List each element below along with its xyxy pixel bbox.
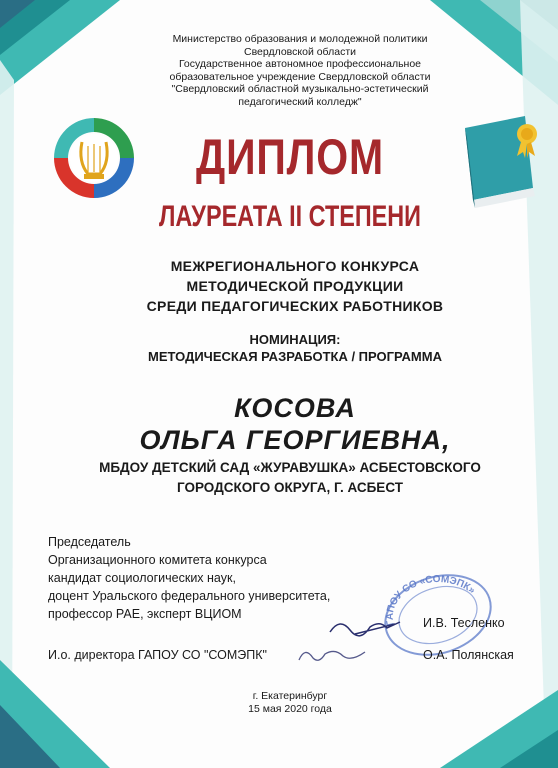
issuer-line-1: Министерство образования и молодежной политики	[172, 33, 428, 45]
chair-line-4: доцент Уральского федерального университета,	[48, 589, 331, 603]
contest-line-3: СРЕДИ ПЕДАГОГИЧЕСКИХ РАБОТНИКОВ	[146, 298, 444, 314]
footer-date: 15 мая 2020 года	[248, 703, 332, 715]
chair-line-2: Организационного комитета конкурса	[48, 553, 267, 567]
issuer-line-5: "Свердловский областной музыкально-эстетический	[171, 83, 429, 95]
chair-line-5: профессор РАЕ, эксперт ВЦИОМ	[48, 607, 242, 621]
diploma-subtitle: ЛАУРЕАТА II СТЕПЕНИ	[158, 200, 422, 233]
nomination-label: НОМИНАЦИЯ:	[249, 332, 341, 347]
nomination-block	[60, 331, 530, 365]
college-logo	[48, 112, 140, 204]
director-signature	[295, 642, 375, 668]
chair-line-1: Председатель	[48, 535, 131, 549]
issuer-line-4: образовательное учреждение Свердловской области	[169, 70, 431, 83]
issuer-header	[140, 33, 460, 108]
footer-city: г. Екатеринбург	[252, 690, 328, 702]
contest-name	[60, 256, 530, 316]
director-title: И.о. директора ГАПОУ СО "СОМЭПК"	[48, 648, 267, 662]
book-icon	[455, 108, 550, 213]
recipient-given-names: ОЛЬГА ГЕОРГИЕВНА,	[139, 425, 451, 455]
chair-signature	[325, 612, 415, 642]
recipient-surname: КОСОВА	[234, 393, 356, 423]
chair-name: И.В. Тесленко	[423, 616, 505, 630]
stamp-text: ГАПОУ СО «СОМЭПК»	[384, 573, 478, 627]
contest-line-2: МЕТОДИЧЕСКОЙ ПРОДУКЦИИ	[186, 278, 404, 294]
diploma-title: ДИПЛОМ	[196, 129, 384, 185]
issuer-line-6: педагогический колледж"	[238, 95, 362, 108]
nomination-value: МЕТОДИЧЕСКАЯ РАЗРАБОТКА / ПРОГРАММА	[148, 349, 442, 364]
recipient-name	[100, 392, 490, 456]
chair-title-block	[48, 533, 428, 623]
issuer-line-3: Государственное автономное профессиональное	[178, 58, 422, 70]
org-line-1: МБДОУ ДЕТСКИЙ САД «ЖУРАВУШКА» АСБЕСТОВСКОГО	[99, 460, 481, 475]
org-line-2: ГОРОДСКОГО ОКРУГА, Г. АСБЕСТ	[177, 480, 403, 495]
footer	[190, 690, 390, 716]
chair-line-3: кандидат социологических наук,	[48, 571, 236, 585]
issuer-line-2: Свердловской области	[243, 45, 356, 58]
director-name: О.А. Полянская	[423, 648, 514, 662]
recipient-organization	[40, 458, 540, 498]
contest-line-1: МЕЖРЕГИОНАЛЬНОГО КОНКУРСА	[170, 258, 420, 274]
